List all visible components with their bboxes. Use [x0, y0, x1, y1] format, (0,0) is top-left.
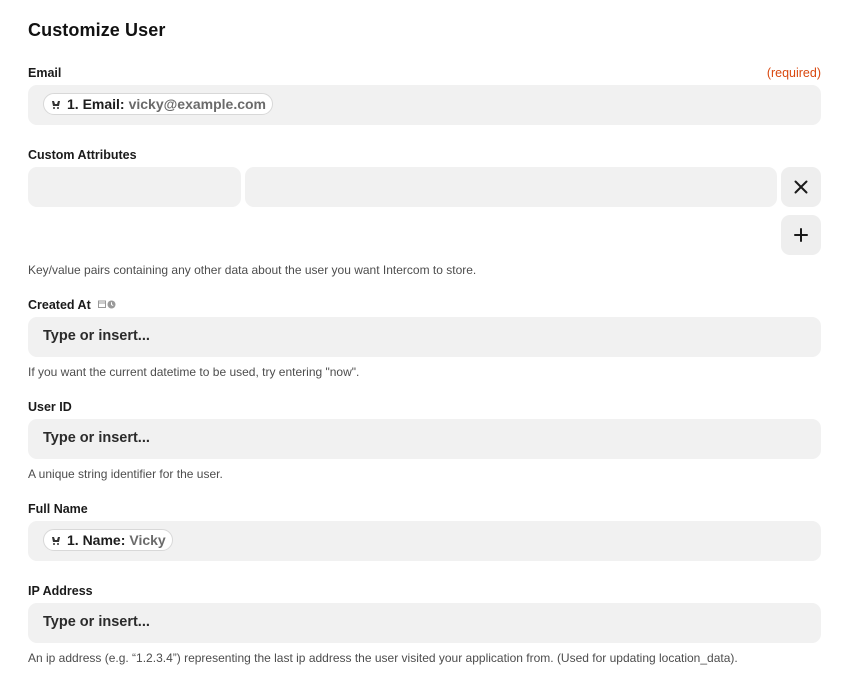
user-id-label: User ID — [28, 400, 72, 414]
add-attribute-button[interactable] — [781, 215, 821, 255]
ip-address-label: IP Address — [28, 584, 93, 598]
datetime-type-icons — [98, 300, 116, 309]
email-pill-value: vicky@example.com — [128, 96, 266, 112]
created-at-help: If you want the current datetime to be used, try entering "now". — [28, 365, 360, 379]
form-title: Customize User — [28, 20, 166, 40]
full-name-mapped-pill[interactable] — [43, 529, 173, 551]
plus-icon — [794, 228, 808, 242]
email-mapped-pill[interactable] — [43, 93, 273, 115]
email-pill-step: 1. Email: — [67, 96, 125, 112]
user-id-input[interactable] — [28, 419, 821, 459]
custom-attributes-label: Custom Attributes — [28, 148, 137, 162]
custom-attribute-value-input[interactable] — [245, 167, 777, 207]
remove-attribute-button[interactable] — [781, 167, 821, 207]
custom-attribute-key-input[interactable] — [28, 167, 241, 207]
full-name-pill-step: 1. Name: — [67, 532, 126, 548]
full-name-label: Full Name — [28, 502, 88, 516]
custom-attributes-help: Key/value pairs containing any other data about the user you want Intercom to store. — [28, 263, 477, 277]
created-at-label: Created At — [28, 298, 91, 312]
full-name-field[interactable] — [28, 521, 821, 561]
email-label: Email — [28, 66, 62, 80]
trigger-app-icon — [50, 98, 62, 110]
calendar-icon — [98, 300, 106, 309]
created-at-placeholder: Type or insert... — [43, 328, 150, 344]
created-at-label-row — [28, 298, 116, 312]
ip-address-placeholder: Type or insert... — [43, 614, 150, 630]
email-field[interactable] — [28, 85, 821, 125]
ip-address-input[interactable] — [28, 603, 821, 643]
user-id-placeholder: Type or insert... — [43, 430, 150, 446]
clock-icon — [107, 300, 116, 309]
close-icon — [794, 180, 808, 194]
trigger-app-icon — [50, 534, 62, 546]
created-at-input[interactable] — [28, 317, 821, 357]
full-name-pill-value: Vicky — [129, 532, 166, 548]
required-indicator: (required) — [766, 66, 821, 80]
ip-address-help: An ip address (e.g. “1.2.3.4”) representing the last ip address the user visited your application from. (Used for updating location_data). — [28, 651, 738, 665]
user-id-help: A unique string identifier for the user. — [28, 467, 223, 481]
